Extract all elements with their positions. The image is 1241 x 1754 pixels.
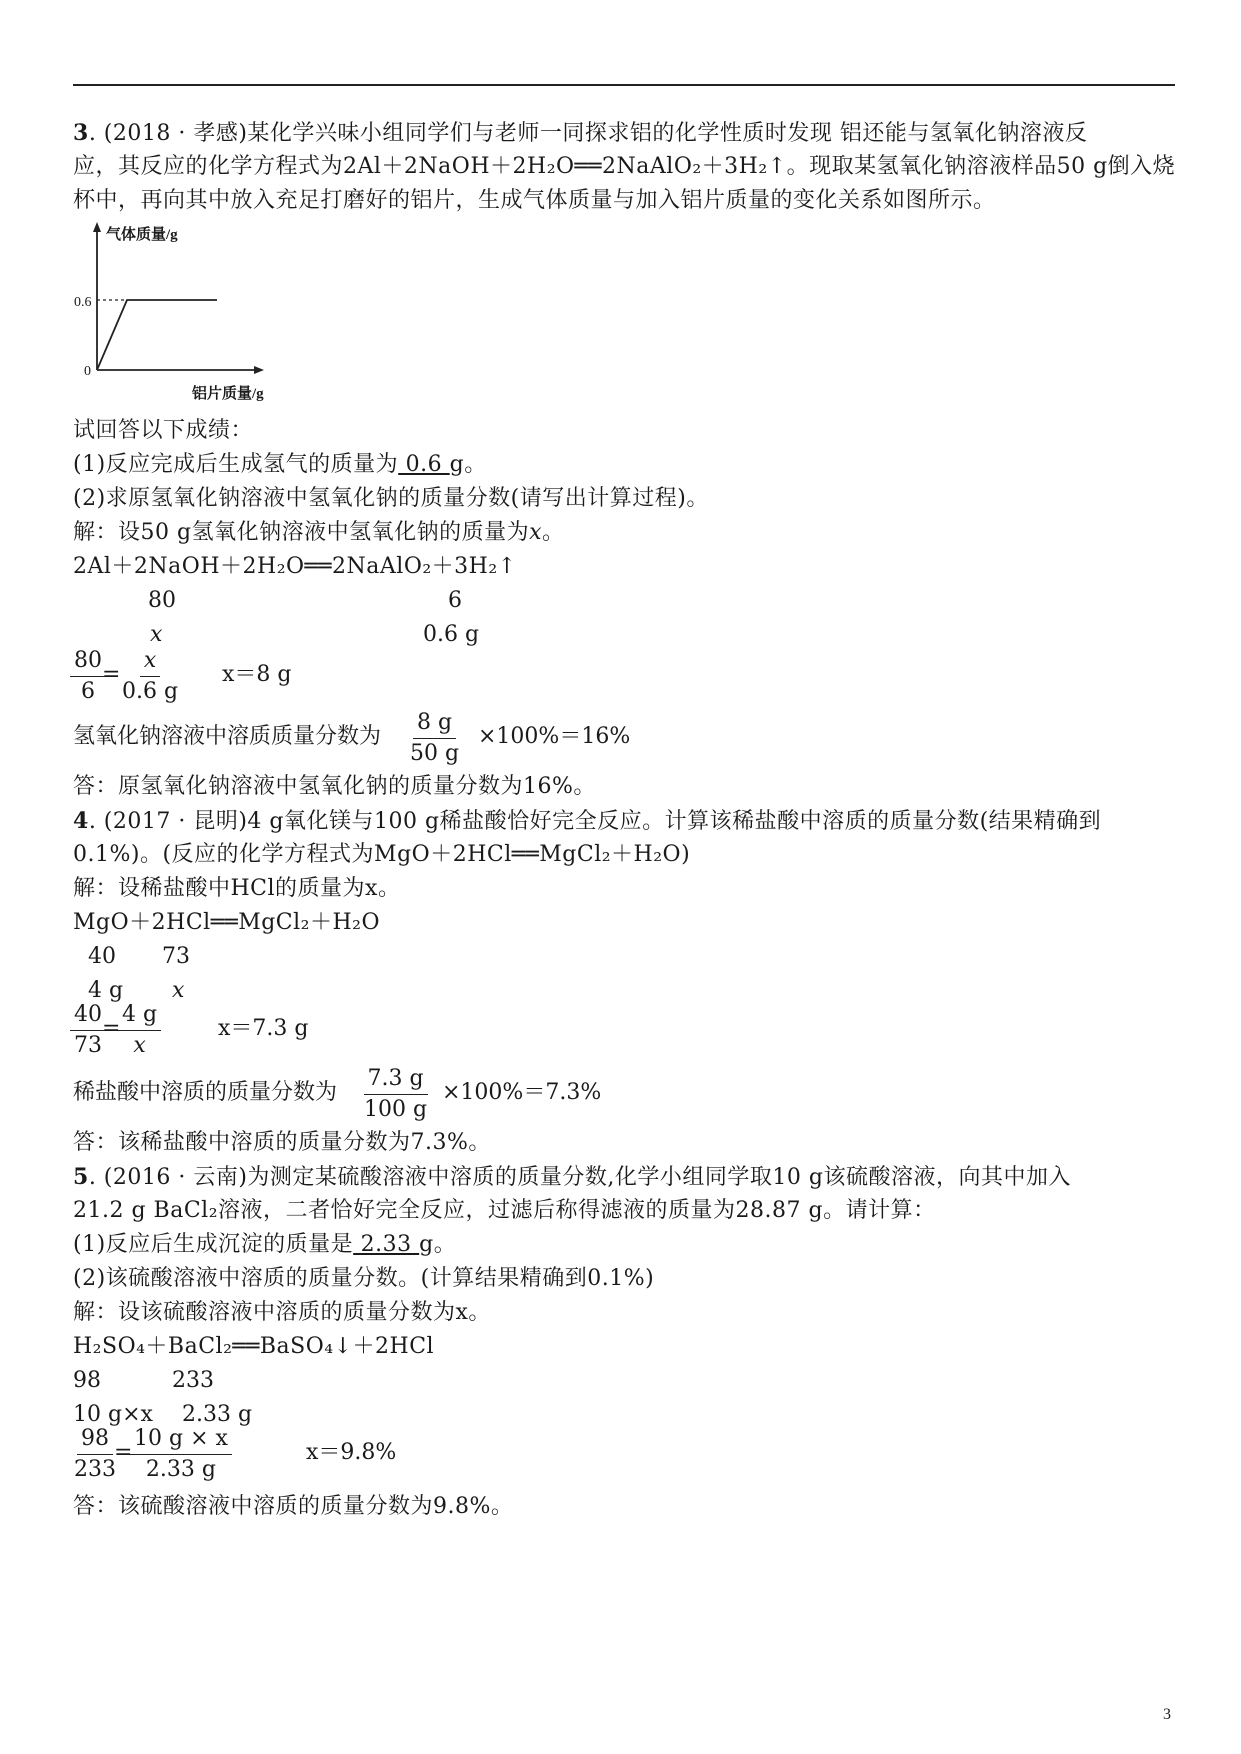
q3-line3: 杯中，再向其中放入充足打磨好的铝片，生成气体质量与加入铝片质量的变化关系如图所示。 bbox=[73, 188, 996, 213]
q4-answer: 答：该稀盐酸中溶质的质量分数为7.3%。 bbox=[73, 1130, 491, 1155]
q4-ratio-left bbox=[70, 1000, 106, 1061]
q3-ratio-right-num: x bbox=[140, 646, 160, 677]
page-number: 3 bbox=[1163, 1706, 1171, 1723]
q4-percent-result: ×100%＝7.3% bbox=[442, 1080, 602, 1105]
y-axis-arrow bbox=[93, 222, 101, 232]
header-rule bbox=[73, 84, 1175, 86]
q3-ratio-left bbox=[70, 646, 106, 707]
q5-molar-baso4: 233 bbox=[172, 1368, 214, 1393]
q3-ratio-left-num: 80 bbox=[70, 646, 106, 677]
q4-line2: 0.1%)。(反应的化学方程式为MgO＋2HCl══MgCl₂＋H₂O) bbox=[73, 842, 691, 867]
q4-line1 bbox=[73, 806, 1101, 837]
q5-equals: = bbox=[114, 1440, 133, 1465]
q4-result: x＝7.3 g bbox=[218, 1016, 309, 1041]
q3-solution bbox=[73, 518, 565, 548]
q5-ratio-left-num: 98 bbox=[77, 1424, 113, 1455]
q3-solution-end: 。 bbox=[542, 520, 565, 545]
y-axis-label: 气体质量/g bbox=[106, 227, 178, 243]
q5-mass-h2so4: 10 g×x bbox=[73, 1402, 153, 1427]
q3-ratio-right-den: 0.6 g bbox=[122, 679, 179, 704]
q3-percent-fraction bbox=[406, 708, 463, 769]
q3-line1-text: . (2018 · 孝感)某化学兴味小组同学们与老师一同探求铝的化学性质时发现 铝还能与氢氧化钠溶液反 bbox=[88, 121, 1088, 146]
q4-percent-den: 100 g bbox=[364, 1097, 428, 1122]
q4-molar-hcl: 73 bbox=[162, 944, 190, 969]
origin-label: 0 bbox=[84, 364, 91, 379]
q3-unknown-naoh: x bbox=[150, 622, 163, 647]
q3-ratio-right bbox=[118, 646, 182, 707]
q4-equation: MgO＋2HCl══MgCl₂＋H₂O bbox=[73, 910, 381, 935]
q3-sub1 bbox=[73, 450, 487, 480]
q5-sub1-answer: 2.33 bbox=[353, 1232, 420, 1257]
q3-answer: 答：原氢氧化钠溶液中氢氧化钠的质量分数为16%。 bbox=[73, 774, 596, 799]
q5-line1-text: . (2016 · 云南)为测定某硫酸溶液中溶质的质量分数,化学小组同学取10 g该硫酸溶液，向其中加入 bbox=[88, 1165, 1071, 1190]
q3-line2: 应，其反应的化学方程式为2Al＋2NaOH＋2H₂O══2NaAlO₂＋3H₂↑。现取某氢氧化钠溶液样品50 g倒入烧 bbox=[73, 154, 1176, 179]
q3-number: 3 bbox=[73, 120, 89, 146]
q3-result: x＝8 g bbox=[222, 662, 292, 687]
q4-number: 4 bbox=[73, 808, 89, 834]
q5-sub1 bbox=[73, 1230, 456, 1260]
q5-line1 bbox=[73, 1162, 1071, 1193]
q5-line2: 21.2 g BaCl₂溶液，二者恰好完全反应，过滤后称得滤液的质量为28.87 g。请计算： bbox=[73, 1198, 936, 1223]
q3-sub2: (2)求原氢氧化钠溶液中氢氧化钠的质量分数(请写出计算过程)。 bbox=[73, 486, 709, 511]
gas-mass-chart bbox=[68, 222, 278, 402]
q3-line1 bbox=[73, 118, 1087, 149]
q3-solution-text: 解：设50 g氢氧化钠溶液中氢氧化钠的质量为 bbox=[73, 520, 530, 545]
series-line bbox=[97, 300, 217, 370]
q5-ratio-right-den: 2.33 g bbox=[145, 1457, 216, 1482]
q5-answer: 答：该硫酸溶液中溶质的质量分数为9.8%。 bbox=[73, 1494, 514, 1519]
q4-mass-mgo: 4 g bbox=[88, 978, 124, 1003]
q5-solution: 解：设该硫酸溶液中溶质的质量分数为x。 bbox=[73, 1300, 491, 1325]
q4-equals: = bbox=[102, 1016, 121, 1041]
q3-sub1-answer: 0.6 bbox=[398, 452, 450, 477]
q5-sub2: (2)该硫酸溶液中溶质的质量分数。(计算结果精确到0.1%) bbox=[73, 1266, 655, 1291]
q5-ratio-right bbox=[130, 1424, 232, 1485]
x-axis-label: 铝片质量/g bbox=[192, 386, 264, 402]
q4-ratio-right-num: 4 g bbox=[118, 1000, 161, 1031]
q3-ratio-left-den: 6 bbox=[81, 679, 95, 704]
q5-mass-baso4: 2.33 g bbox=[182, 1402, 253, 1427]
q5-ratio-left bbox=[70, 1424, 120, 1485]
q3-percent-num: 8 g bbox=[413, 708, 456, 739]
q3-solution-var: x bbox=[529, 520, 542, 545]
y-tick-label: 0.6 bbox=[74, 295, 92, 310]
q4-percent-text: 稀盐酸中溶质的质量分数为 bbox=[73, 1080, 338, 1105]
q4-ratio-left-num: 40 bbox=[70, 1000, 106, 1031]
q4-solution: 解：设稀盐酸中HCl的质量为x。 bbox=[73, 876, 401, 901]
q3-intro: 试回答以下成绩： bbox=[73, 418, 254, 443]
x-axis-arrow bbox=[254, 366, 264, 374]
q5-sub1-unit: g。 bbox=[419, 1232, 457, 1257]
q4-percent-fraction bbox=[360, 1064, 431, 1125]
q4-molar-mgo: 40 bbox=[88, 944, 116, 969]
q5-result: x＝9.8% bbox=[306, 1440, 397, 1465]
q4-unknown-hcl: x bbox=[172, 978, 185, 1003]
q4-percent-num: 7.3 g bbox=[364, 1064, 428, 1095]
q3-sub1-text: (1)反应完成后生成氢气的质量为 bbox=[73, 452, 399, 477]
q5-molar-h2so4: 98 bbox=[73, 1368, 101, 1393]
q5-ratio-left-den: 233 bbox=[74, 1457, 116, 1482]
q4-line1-text: . (2017 · 昆明)4 g氧化镁与100 g稀盐酸恰好完全反应。计算该稀盐酸中溶质的质量分数(结果精确到 bbox=[88, 809, 1102, 834]
q5-sub1-text: (1)反应后生成沉淀的质量是 bbox=[73, 1232, 354, 1257]
q3-molar-naoh: 80 bbox=[148, 588, 176, 613]
q5-ratio-right-num: 10 g × x bbox=[130, 1424, 232, 1455]
q4-ratio-left-den: 73 bbox=[74, 1033, 102, 1058]
q4-ratio-right-den: x bbox=[133, 1033, 146, 1058]
q3-mass-h2: 0.6 g bbox=[423, 622, 480, 647]
q3-percent-text: 氢氧化钠溶液中溶质质量分数为 bbox=[73, 724, 382, 749]
q3-percent-den: 50 g bbox=[410, 741, 460, 766]
q3-molar-h2: 6 bbox=[448, 588, 462, 613]
q3-percent-result: ×100%＝16% bbox=[478, 724, 631, 749]
q5-equation: H₂SO₄＋BaCl₂══BaSO₄↓＋2HCl bbox=[73, 1334, 435, 1359]
q4-ratio-right bbox=[118, 1000, 161, 1061]
q5-number: 5 bbox=[73, 1164, 89, 1190]
q3-equation: 2Al＋2NaOH＋2H₂O══2NaAlO₂＋3H₂↑ bbox=[73, 554, 517, 579]
q3-sub1-unit: g。 bbox=[449, 452, 487, 477]
q3-equals: = bbox=[102, 662, 121, 687]
